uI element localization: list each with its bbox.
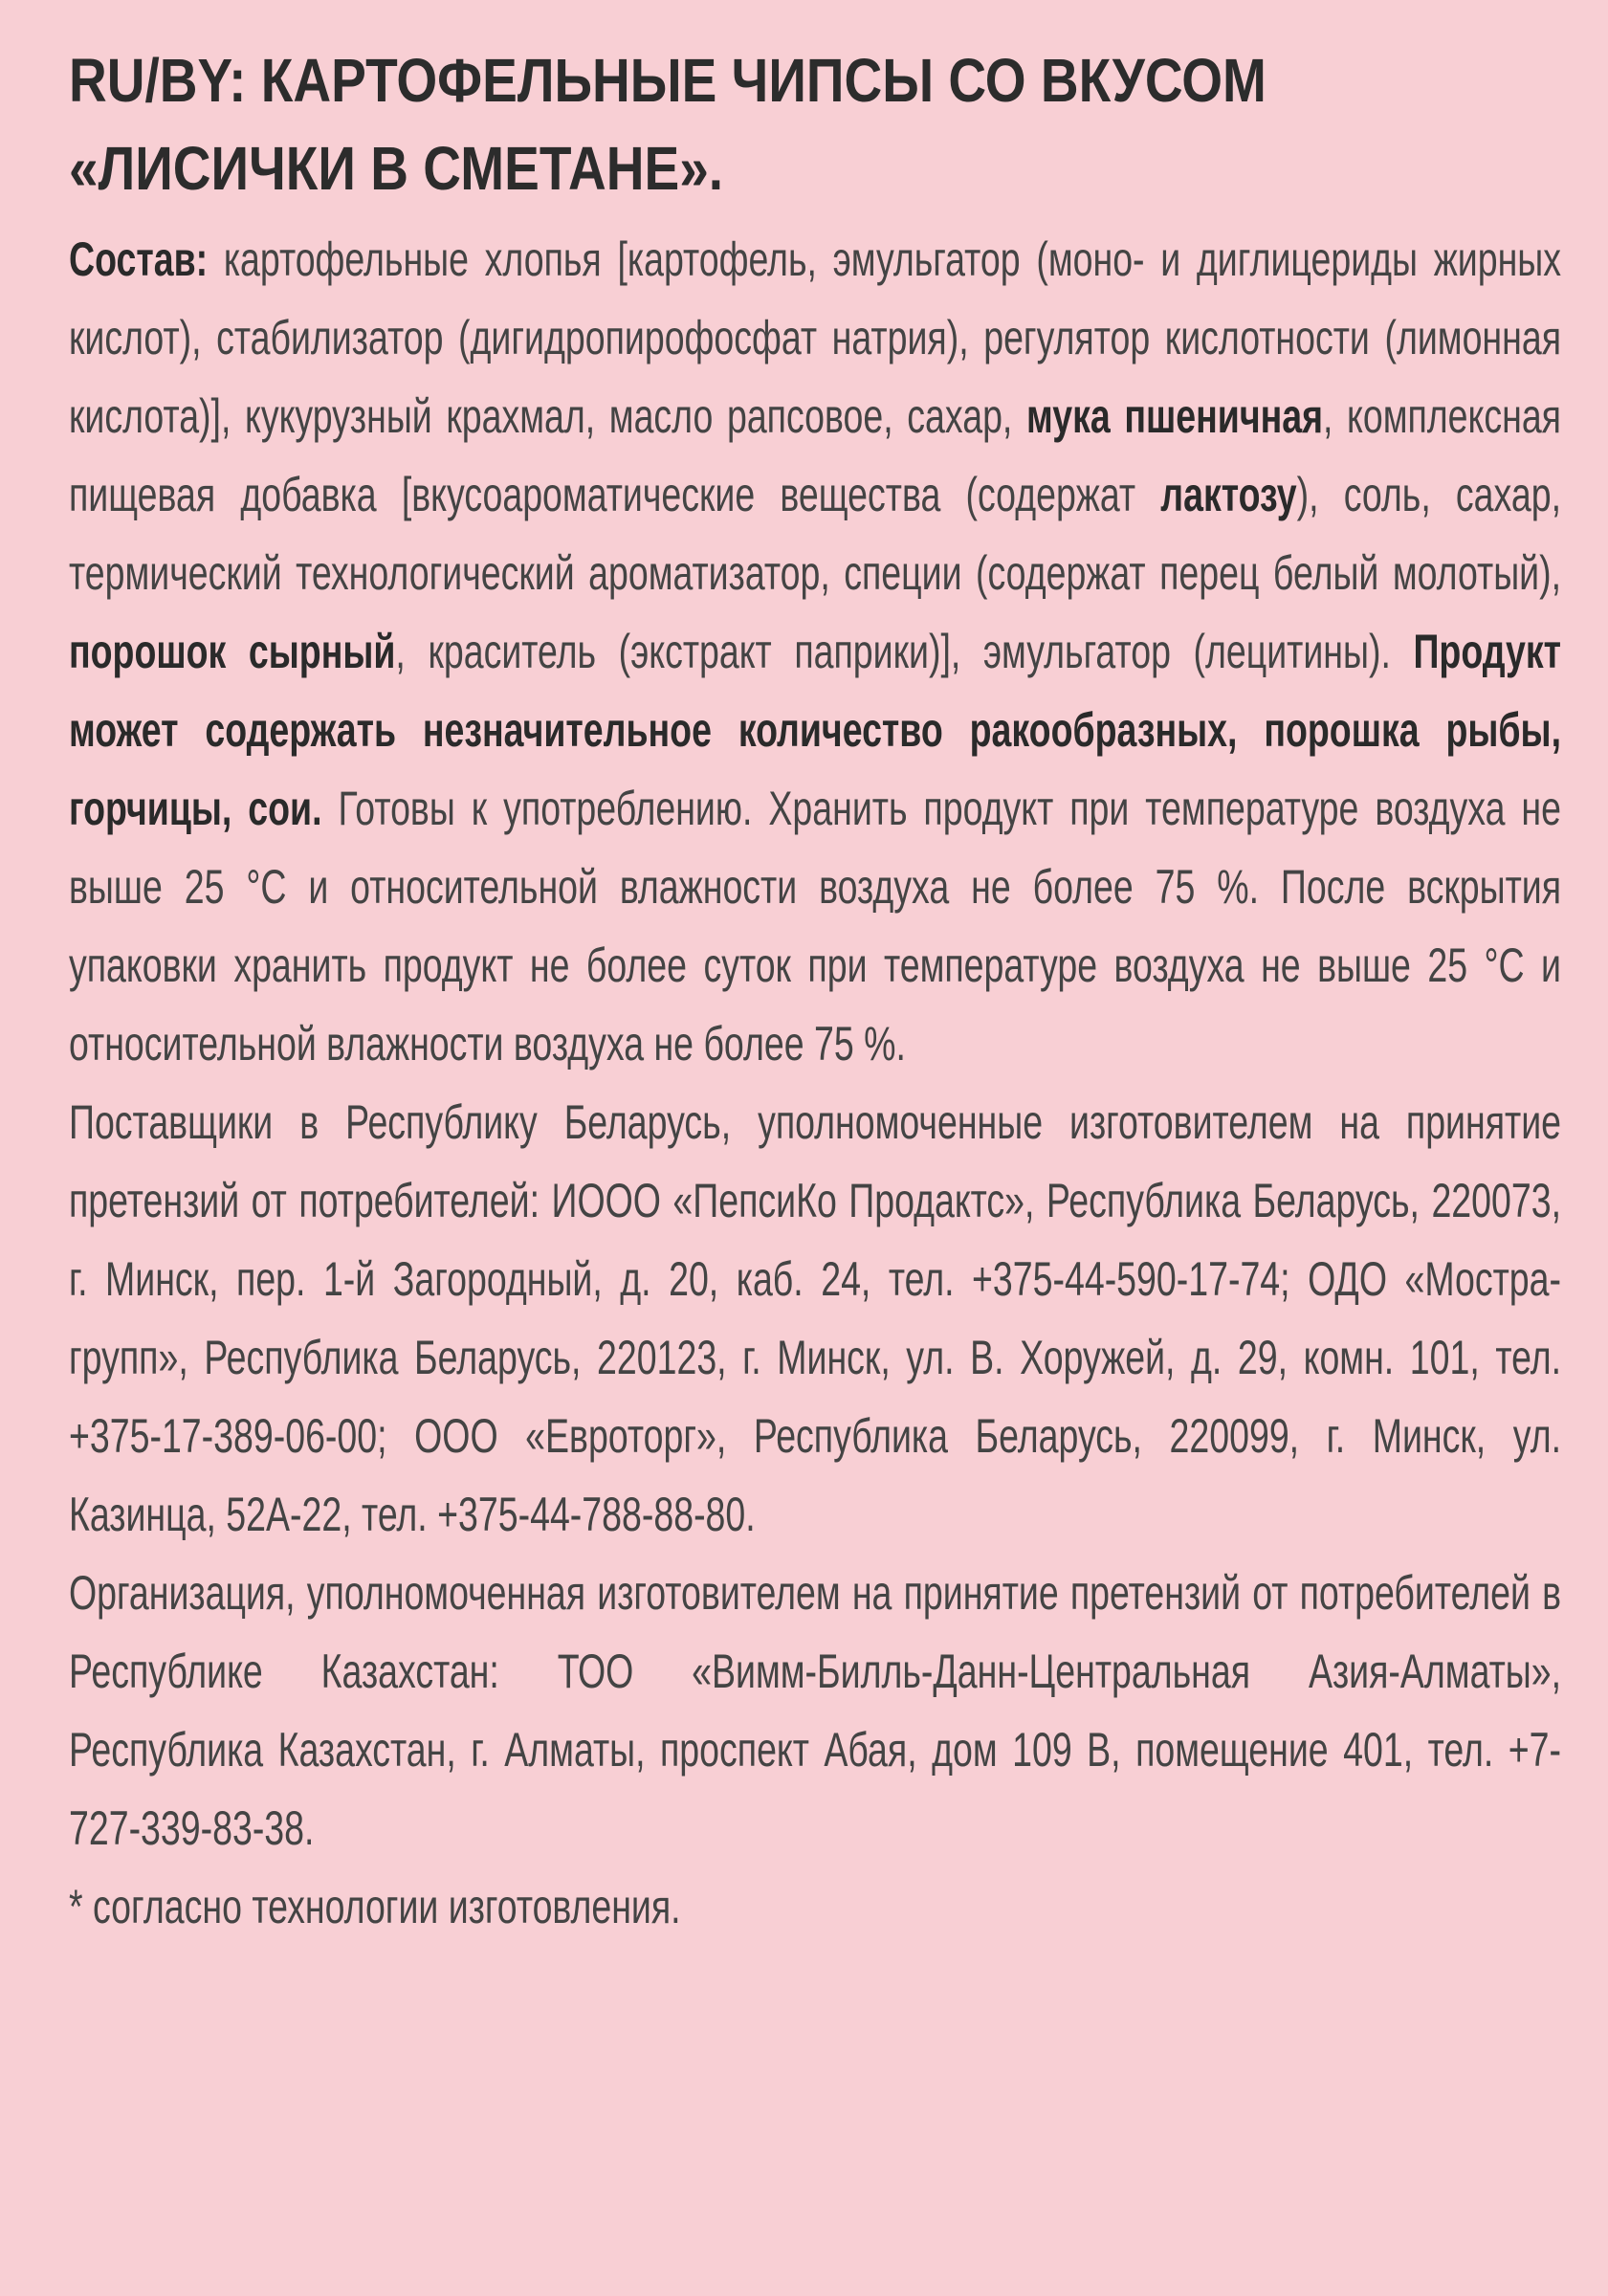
allergen-lactose: лактозу [1160, 468, 1297, 521]
kazakhstan-paragraph: Организация, уполномоченная изготовителем на принятие претензий от потребителей в Республике Казахстан: ТОО «Вимм-Билль-Данн-Центральная Азия-Алматы», Республика Казахстан, г. Алматы, проспект Абая, дом 109 В, помещение 401, тел. +7-727-339-83-38. [69, 1566, 1561, 1855]
composition-text-4: , краситель (экстракт паприки)], эмульгатор (лецитины). [395, 625, 1414, 678]
allergen-wheat-flour: мука пшеничная [1025, 389, 1323, 443]
label-body [69, 220, 1561, 1946]
title-line-1: RU/BY: КАРТОФЕЛЬНЫЕ ЧИПСЫ СО ВКУСОМ [69, 46, 1267, 115]
composition-label: Состав: [69, 232, 209, 286]
allergen-cheese-powder: порошок сырный [69, 625, 396, 678]
composition-paragraph [69, 220, 1561, 1083]
footnote: * согласно технологии изготовления. [69, 1880, 681, 1933]
suppliers-paragraph: Поставщики в Республику Беларусь, уполномоченные изготовителем на принятие претензий от потребителей: ИООО «ПепсиКо Продактс», Республика Беларусь, 220073, г. Минск, пер. 1-й Загородный, д. 20, каб. 24, тел. +375-44-590-17-74; ОДО «Мостра-групп», Республика Беларусь, 220123, г. Минск, ул. В. Хоружей, д. 29, комн. 101, тел. +375-17-389-06-00; ООО «Евроторг», Республика Беларусь, 220099, г. Минск, ул. Казинца, 52А-22, тел. +375-44-788-88-80. [69, 1095, 1561, 1541]
composition-text-3: ), соль, сахар, термический технологический ароматизатор, специи (содержат перец белый молотый), [69, 468, 1561, 600]
product-title [69, 36, 1562, 212]
product-label [69, 36, 1561, 1946]
composition-text-1: картофельные хлопья [картофель, эмульгатор (моно- и диглицериды жирных кислот), стабилизатор (дигидропирофосфат натрия), регулятор кислотности (лимонная кислота)], кукурузный крахмал, масло рапсовое, сахар, [69, 232, 1561, 443]
allergen-warning: Продукт может содержать незначительное количество ракообразных, порошка рыбы, горчицы, сои. [69, 625, 1561, 835]
storage-conditions: Готовы к употреблению. Хранить продукт при температуре воздуха не выше 25 °С и относительной влажности воздуха не более 75 %. После вскрытия упаковки хранить продукт не более суток при температуре воздуха не выше 25 °С и относительной влажности воздуха не более 75 %. [69, 782, 1561, 1071]
title-line-2: «ЛИСИЧКИ В СМЕТАНЕ». [69, 134, 724, 203]
composition-text-2: , комплексная пищевая добавка [вкусоароматические вещества (содержат [69, 389, 1561, 521]
